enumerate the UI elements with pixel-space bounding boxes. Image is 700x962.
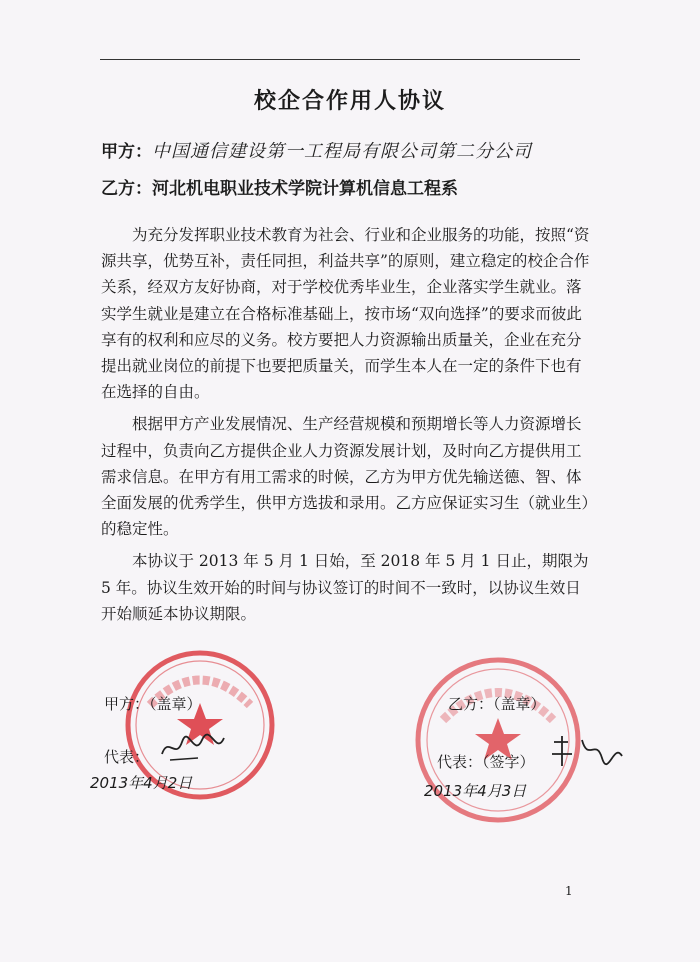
document-title: 校企合作用人协议 [253,88,446,114]
party-a-name: 中国通信建设第一工程局有限公司第二分公司 [152,141,532,162]
party-b-signature [548,732,628,772]
party-b-line [101,174,458,199]
agreement-body [101,222,591,633]
party-b-name: 河北机电职业技术学院计算机信息工程系 [152,179,458,199]
party-b-label: 乙方： [101,179,152,199]
party-b-rep-label: 代表：（签字） [437,753,535,771]
party-b-seal-label: 乙方：（盖章） [448,695,546,713]
party-a-seal-label: 甲方：（盖章） [104,695,202,713]
paragraph-1: 为充分发挥职业技术教育为社会、行业和企业服务的功能，按照“资源共享，优势互补，责任同担，利益共享”的原则，建立稳定的校企合作关系，经双方友好协商，对于学校优秀毕业生，企业落实学生就业。落实学生就业是建立在合格标准基础上，按市场“双向选择”的要求而彼此享有的权利和应尽的义务。校方要把人力资源输出质量关，企业在充分提出就业岗位的前提下也要把质量关，而学生本人在一定的条件下也有在选择的自由。 [101,226,590,402]
party-a-signature [158,730,228,766]
paragraph-3: 本协议于 2013 年 5 月 1 日始，至 2018 年 5 月 1 日止，期限为 5 年。协议生效开始的时间与协议签订的时间不一致时，以协议生效日开始顺延本协议期限。 [101,552,589,623]
party-a-line [101,137,532,163]
top-rule [100,59,580,60]
party-b-date: 2013年4月3日 [424,782,527,800]
paragraph-2: 根据甲方产业发展情况、生产经营规模和预期增长等人力资源增长过程中，负责向乙方提供企业人力资源发展计划，及时向乙方提供用工需求信息。在甲方有用工需求的时候，乙方为甲方优先输送德、智、体全面发展的优秀学生，供甲方选拔和录用。乙方应保证实习生（就业生）的稳定性。 [101,415,590,539]
party-a-rep-label: 代表： [104,748,150,766]
party-a-label: 甲方： [101,142,152,162]
page-number: 1 [565,884,573,898]
party-a-date: 2013年4月2日 [90,774,193,792]
